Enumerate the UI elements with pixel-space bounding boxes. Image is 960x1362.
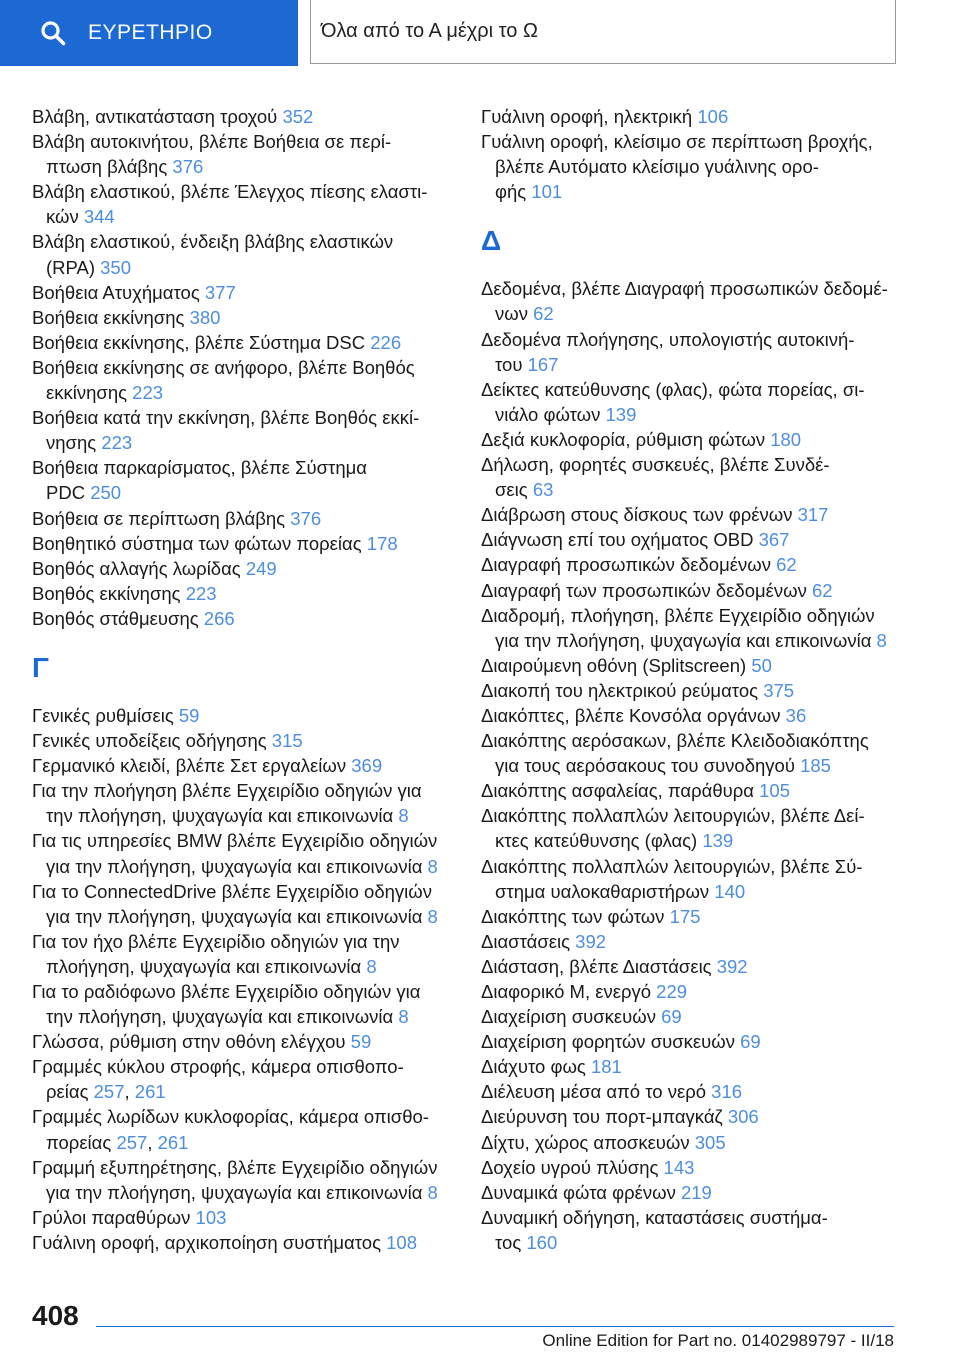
index-entry	[32, 531, 452, 556]
page-link[interactable]: 306	[727, 1106, 759, 1128]
index-entry	[481, 1155, 901, 1180]
entry-text: Βοήθεια εκκίνησης, βλέπε Σύστημα DSC	[32, 331, 371, 353]
entry-text: νων	[495, 303, 534, 325]
section-gap	[32, 683, 452, 703]
index-entry	[481, 904, 901, 929]
page-link[interactable]: 315	[271, 730, 303, 752]
page-link[interactable]: 8	[876, 629, 887, 651]
entry-text: Δυναμική οδήγηση, καταστάσεις συστήμα‐	[481, 1206, 828, 1228]
entry-text: Δεδομένα, βλέπε Διαγραφή προσωπικών δεδομέ‐	[481, 278, 888, 300]
index-entry	[481, 929, 901, 954]
index-entry	[481, 678, 901, 703]
range-title: Όλα από το Α μέχρι το Ω	[321, 20, 538, 42]
entry-text: Για το ConnectedDrive βλέπε Εγχειρίδιο οδηγιών	[32, 880, 432, 902]
entry-text: Δεξιά κυκλοφορία, ρύθμιση φώτων	[481, 428, 771, 450]
page-link[interactable]: 139	[702, 830, 734, 852]
entry-text: Γενικές ρυθμίσεις	[32, 704, 179, 726]
index-entry	[32, 753, 452, 778]
entry-text: Δήλωση, φορητές συσκευές, βλέπε Συνδέ‐	[481, 454, 830, 476]
entry-text: Βλάβη ελαστικού, ένδειξη βλάβης ελαστικών	[32, 231, 394, 253]
entry-text: Βοηθητικό σύστημα των φώτων πορείας	[32, 532, 367, 554]
entry-text: για την πλοήγηση, ψυχαγωγία και επικοινωνία	[46, 855, 428, 877]
index-entry	[481, 603, 901, 653]
entry-text: Δίχτυ, χώρος αποσκευών	[481, 1131, 695, 1153]
page-link[interactable]: 261	[134, 1081, 166, 1103]
page-link[interactable]: 317	[797, 504, 829, 526]
index-entry	[481, 954, 901, 979]
index-entry	[32, 556, 452, 581]
entry-text: Γραμμές λωρίδων κυκλοφορίας, κάμερα οπισθο‐	[32, 1106, 429, 1128]
index-entry	[481, 1029, 901, 1054]
page-link[interactable]: 167	[527, 353, 559, 375]
index-entry	[481, 104, 901, 129]
entry-text: πτωση βλάβης	[46, 156, 173, 178]
index-entry	[32, 1205, 452, 1230]
index-entry	[481, 502, 901, 527]
index-entry	[32, 606, 452, 631]
index-entry	[481, 703, 901, 728]
page-link[interactable]: 8	[427, 905, 438, 927]
page-link[interactable]: 8	[427, 855, 438, 877]
index-entry	[481, 276, 901, 326]
index-column-right	[481, 104, 901, 1255]
entry-text: Βλάβη, αντικατάσταση τροχού	[32, 106, 283, 127]
entry-text: Διέλευση μέσα από το νερό	[481, 1081, 712, 1103]
page-link[interactable]: 305	[694, 1131, 726, 1153]
section-gap	[32, 631, 452, 653]
edition-text: Online Edition for Part no. 01402989797 - II/18	[542, 1331, 894, 1350]
header	[0, 0, 960, 66]
entry-text: Γυάλινη οροφή, ηλεκτρική	[481, 106, 698, 127]
index-tab[interactable]	[0, 0, 298, 66]
entry-text: Διακόπτης πολλαπλών λειτουργιών, βλέπε Σύ‐	[481, 855, 863, 877]
index-column-left	[32, 104, 452, 1255]
entry-text: την πλοήγηση, ψυχαγωγία και επικοινωνία	[46, 805, 399, 827]
page-link[interactable]: 180	[770, 428, 802, 450]
index-entry	[481, 1130, 901, 1155]
entry-text: Διάσταση, βλέπε Διαστάσεις	[481, 955, 717, 977]
page-link[interactable]: 59	[350, 1031, 372, 1053]
page-link[interactable]: 59	[178, 704, 200, 726]
section-gap	[481, 204, 901, 226]
index-entry	[481, 1205, 901, 1255]
entry-text: Δοχείο υγρού πλύσης	[481, 1156, 664, 1178]
entry-text: Για το ραδιόφωνο βλέπε Εγχειρίδιο οδηγιών για	[32, 981, 421, 1002]
page-link[interactable]: 223	[132, 382, 164, 404]
index-entry	[32, 703, 452, 728]
entry-text: για την πλοήγηση, ψυχαγωγία και επικοινωνία	[46, 905, 428, 927]
page-link[interactable]: 8	[427, 1181, 438, 1203]
page-link[interactable]: 219	[680, 1181, 712, 1203]
index-entry	[32, 129, 452, 179]
index-entry	[481, 327, 901, 377]
entry-text: Διακόπτης ασφαλείας, παράθυρα	[481, 780, 760, 802]
index-entry	[481, 129, 901, 204]
entry-text: ρείας	[46, 1081, 94, 1103]
section-letter: Δ	[481, 225, 502, 257]
page-link[interactable]: 367	[758, 529, 790, 551]
page-link[interactable]: 375	[763, 679, 795, 701]
entry-text: Βοήθεια εκκίνησης	[32, 306, 190, 328]
page-link[interactable]: 261	[157, 1131, 189, 1153]
entry-text: σεις	[495, 479, 533, 501]
page-link[interactable]: 352	[282, 106, 314, 127]
index-entry	[481, 728, 901, 778]
page-link[interactable]: 229	[656, 981, 688, 1002]
entry-text: Βλάβη αυτοκινήτου, βλέπε Βοήθεια σε περί‐	[32, 131, 392, 153]
entry-text: Γλώσσα, ρύθμιση στην οθόνη ελέγχου	[32, 1031, 351, 1053]
entry-text: Γυάλινη οροφή, κλείσιμο σε περίπτωση βροχής,	[481, 131, 873, 153]
index-entry	[32, 1054, 452, 1104]
entry-text: νησης	[46, 432, 102, 454]
entry-text: Βλάβη ελαστικού, βλέπε Έλεγχος πίεσης ελαστι‐	[32, 181, 428, 203]
page-link[interactable]: 108	[386, 1231, 418, 1253]
entry-text: Βοηθός εκκίνησης	[32, 582, 186, 604]
index-entry	[32, 355, 452, 405]
search-icon[interactable]	[40, 20, 66, 46]
index-entry	[481, 527, 901, 552]
entry-text: Διαγραφή προσωπικών δεδομένων	[481, 554, 777, 576]
page-link[interactable]: 392	[575, 930, 607, 952]
entry-text: Διάγνωση επί του οχήματος OBD	[481, 529, 759, 551]
page-link[interactable]: 257	[116, 1131, 148, 1153]
index-entry	[32, 506, 452, 531]
index-entry	[32, 879, 452, 929]
entry-text: Διακόπτης αερόσακων, βλέπε Κλειδοδιακόπτης	[481, 730, 869, 752]
index-entry	[32, 1155, 452, 1205]
page-link[interactable]: 380	[189, 306, 221, 328]
entry-text: για την πλοήγηση, ψυχαγωγία και επικοινωνία	[495, 629, 877, 651]
entry-text: κτες κατεύθυνσης (φλας)	[495, 830, 703, 852]
page-link[interactable]: 266	[203, 607, 235, 629]
entry-text: Διάχυτο φως	[481, 1056, 591, 1078]
index-entry	[32, 455, 452, 505]
index-entry	[481, 552, 901, 577]
entry-text: τος	[495, 1231, 527, 1253]
index-entry	[481, 1180, 901, 1205]
index-entry	[481, 653, 901, 678]
index-entry	[32, 305, 452, 330]
entry-text: Διαιρούμενη οθόνη (Splitscreen)	[481, 654, 752, 676]
page-separator: ,	[124, 1081, 135, 1103]
page-link[interactable]: 50	[751, 654, 772, 676]
page-link[interactable]: 36	[785, 704, 807, 726]
index-entry	[481, 377, 901, 427]
index-entry	[481, 803, 901, 853]
entry-text: Βοήθεια κατά την εκκίνηση, βλέπε Βοηθός εκκί‐	[32, 407, 420, 429]
entry-text: Διαφορικό M, ενεργό	[481, 981, 657, 1002]
section-letter: Γ	[32, 651, 49, 683]
page-link[interactable]: 105	[759, 780, 790, 802]
page-number: 408	[32, 1300, 79, 1331]
entry-text: Γραμμές κύκλου στροφής, κάμερα οπισθοπο‐	[32, 1056, 404, 1078]
index-entry	[32, 104, 452, 129]
entry-text: Γενικές υποδείξεις οδήγησης	[32, 730, 272, 752]
page-link[interactable]: 250	[90, 482, 122, 504]
entry-text: Δεδομένα πλοήγησης, υπολογιστής αυτοκινή‐	[481, 328, 855, 350]
entry-text: φής	[495, 181, 532, 203]
entry-text: Γρύλοι παραθύρων	[32, 1206, 196, 1228]
index-entry	[32, 728, 452, 753]
page-link[interactable]: 185	[800, 755, 831, 777]
index-entry	[481, 1004, 901, 1029]
index-entry	[32, 828, 452, 878]
page-link[interactable]: 101	[531, 181, 563, 203]
page-link[interactable]: 139	[605, 403, 637, 425]
index-entry	[32, 280, 452, 305]
page-link[interactable]: 316	[711, 1081, 743, 1103]
page-link[interactable]: 350	[100, 256, 132, 278]
range-title-tab[interactable]	[310, 0, 896, 64]
index-entry	[481, 854, 901, 904]
page-link[interactable]: 8	[398, 1006, 409, 1028]
page-link[interactable]: 376	[290, 507, 322, 529]
entry-text: Γυάλινη οροφή, αρχικοποίηση συστήματος	[32, 1231, 387, 1253]
entry-text: βλέπε Αυτόματο κλείσιμο γυάλινης ορο‐	[495, 156, 819, 178]
page-link[interactable]: 62	[533, 303, 554, 325]
page-link[interactable]: 175	[669, 905, 701, 927]
entry-text: Για τις υπηρεσίες BMW βλέπε Εγχειρίδιο οδηγιών	[32, 830, 438, 852]
entry-text: νιάλο φώτων	[495, 403, 606, 425]
index-entry	[32, 1104, 452, 1154]
index-entry	[481, 1079, 901, 1104]
index-entry	[32, 581, 452, 606]
page-link[interactable]: 223	[185, 582, 217, 604]
page-link[interactable]: 257	[93, 1081, 125, 1103]
entry-text: Βοήθεια παρκαρίσματος, βλέπε Σύστημα	[32, 457, 367, 479]
page-link[interactable]: 377	[204, 281, 236, 303]
entry-text: Διαχείριση φορητών συσκευών	[481, 1031, 741, 1053]
index-entry	[481, 1104, 901, 1129]
entry-text: Γραμμή εξυπηρέτησης, βλέπε Εγχειρίδιο οδηγιών	[32, 1156, 438, 1178]
page-link[interactable]: 178	[366, 532, 398, 554]
index-entry	[481, 452, 901, 502]
page-link[interactable]: 376	[172, 156, 204, 178]
entry-text: PDC	[46, 482, 91, 504]
index-entry	[32, 778, 452, 828]
page-link[interactable]: 181	[590, 1056, 622, 1078]
entry-text: Για την πλοήγηση βλέπε Εγχειρίδιο οδηγιών για	[32, 780, 422, 802]
index-entry	[32, 229, 452, 279]
entry-text: Βοηθός αλλαγής λωρίδας	[32, 557, 246, 579]
entry-text: Διακόπτης πολλαπλών λειτουργιών, βλέπε Δεί‐	[481, 805, 865, 827]
entry-text: του	[495, 353, 528, 375]
entry-text: Βοήθεια εκκίνησης σε ανήφορο, βλέπε Βοηθός	[32, 356, 415, 378]
page-link[interactable]: 62	[776, 554, 797, 576]
entry-text: Διακοπή του ηλεκτρικού ρεύματος	[481, 679, 764, 701]
index-entry	[481, 778, 901, 803]
entry-text: την πλοήγηση, ψυχαγωγία και επικοινωνία	[46, 1006, 399, 1028]
page-link[interactable]: 344	[83, 206, 115, 228]
page-link[interactable]: 103	[195, 1206, 227, 1228]
page-link[interactable]: 63	[532, 479, 554, 501]
page-link[interactable]: 8	[398, 805, 409, 827]
entry-text: Διεύρυνση του πορτ-μπαγκάζ	[481, 1106, 728, 1128]
entry-text: Διακόπτες, βλέπε Κονσόλα οργάνων	[481, 704, 786, 726]
index-entry	[481, 578, 901, 603]
entry-text: (RPA)	[46, 256, 101, 278]
entry-text: Διαγραφή των προσωπικών δεδομένων	[481, 579, 812, 601]
entry-text: στημα υαλοκαθαριστήρων	[495, 880, 715, 902]
page-separator: ,	[147, 1131, 158, 1153]
entry-text: Διακόπτης των φώτων	[481, 905, 670, 927]
entry-text: πλοήγηση, ψυχαγωγία και επικοινωνία	[46, 955, 367, 977]
entry-text: Για τον ήχο βλέπε Εγχειρίδιο οδηγιών για την	[32, 930, 400, 952]
section-gap	[481, 256, 901, 276]
index-entry	[32, 1029, 452, 1054]
page-link[interactable]: 369	[351, 755, 383, 777]
entry-text: για την πλοήγηση, ψυχαγωγία και επικοινωνία	[46, 1181, 428, 1203]
entry-text: Διαδρομή, πλοήγηση, βλέπε Εγχειρίδιο οδηγιών	[481, 604, 875, 626]
entry-text: Βοήθεια σε περίπτωση βλάβης	[32, 507, 291, 529]
page-link[interactable]: 392	[716, 955, 748, 977]
page-link[interactable]: 62	[811, 579, 833, 601]
index-entry	[32, 179, 452, 229]
entry-text: Δυναμικά φώτα φρένων	[481, 1181, 681, 1203]
page-link[interactable]: 69	[661, 1006, 682, 1028]
index-entry	[481, 979, 901, 1004]
entry-text: πορείας	[46, 1131, 117, 1153]
entry-text: για τους αερόσακους του συνοδηγού	[495, 755, 801, 777]
page-link[interactable]: 249	[245, 557, 277, 579]
entry-text: Διάβρωση στους δίσκους των φρένων	[481, 504, 798, 526]
page-link[interactable]: 160	[526, 1231, 558, 1253]
index-entry	[32, 1230, 452, 1255]
entry-text: Διαστάσεις	[481, 930, 576, 952]
entry-text: κών	[46, 206, 84, 228]
entry-text: εκκίνησης	[46, 382, 133, 404]
page-link[interactable]: 8	[366, 955, 377, 977]
index-entry	[481, 427, 901, 452]
index-entry	[32, 979, 452, 1029]
entry-text: Γερμανικό κλειδί, βλέπε Σετ εργαλείων	[32, 755, 352, 777]
page-link[interactable]: 69	[740, 1031, 761, 1053]
index-entry	[481, 1054, 901, 1079]
entry-text: Βοήθεια Ατυχήματος	[32, 281, 205, 303]
page-link[interactable]: 140	[714, 880, 746, 902]
entry-text: Δείκτες κατεύθυνσης (φλας), φώτα πορείας, σι‐	[481, 378, 865, 400]
index-entry	[32, 929, 452, 979]
footer-rule	[96, 1326, 894, 1327]
entry-text: Διαχείριση συσκευών	[481, 1006, 662, 1028]
index-tab-label: ΕΥΡΕΤΗΡΙΟ	[88, 21, 213, 44]
page-link[interactable]: 223	[101, 432, 133, 454]
page-link[interactable]: 143	[663, 1156, 695, 1178]
index-entry	[32, 330, 452, 355]
index-entry	[32, 405, 452, 455]
entry-text: Βοηθός στάθμευσης	[32, 607, 204, 629]
page-link[interactable]: 106	[697, 106, 729, 127]
page-link[interactable]: 226	[370, 331, 402, 353]
